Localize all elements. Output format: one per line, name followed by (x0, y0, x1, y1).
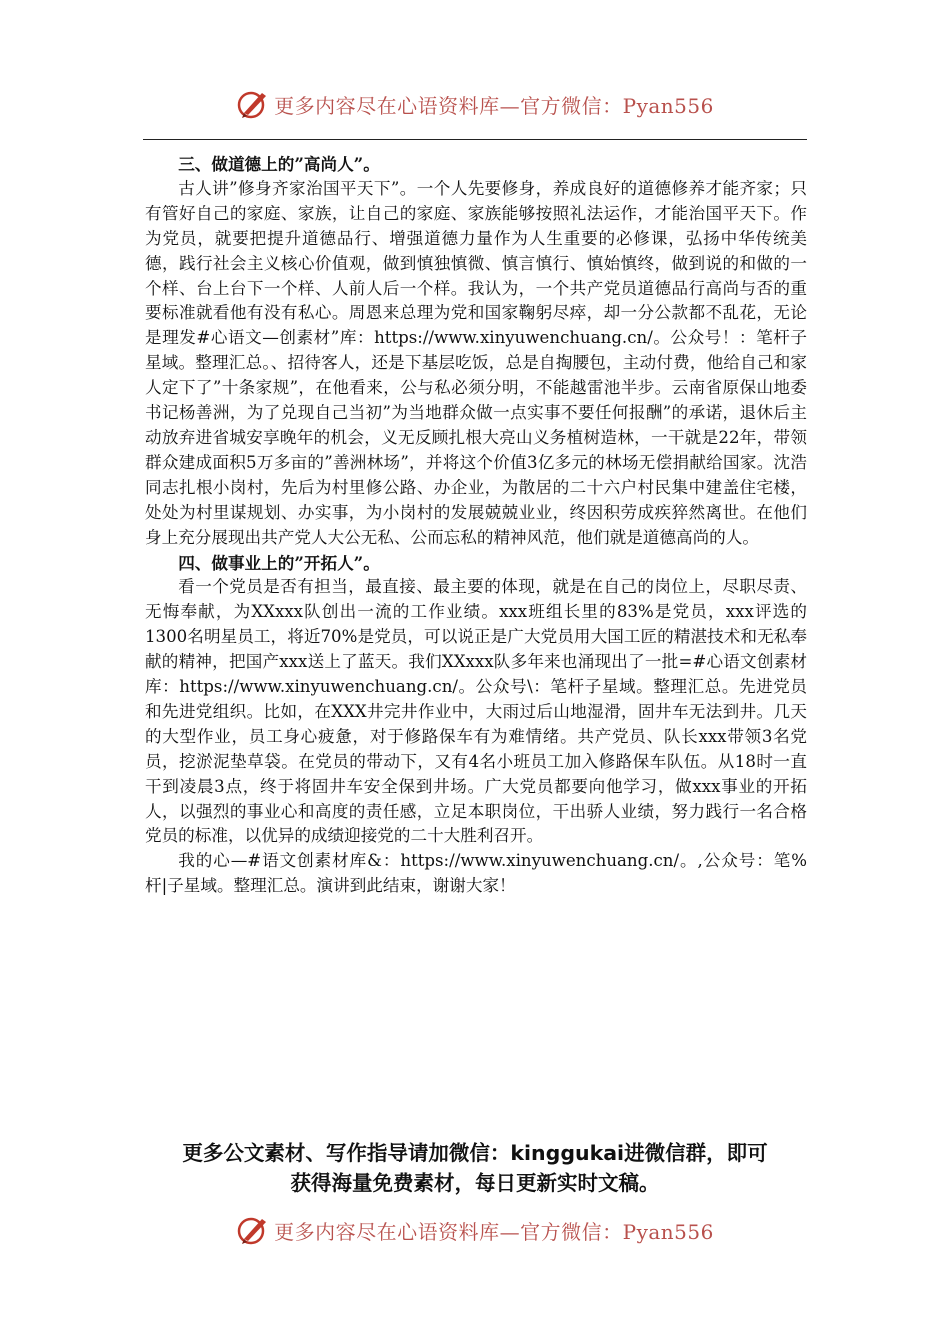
section-heading: 四、做事业上的”开拓人”。 (178, 552, 380, 573)
header-banner (0, 84, 950, 124)
banner-text: 更多内容尽在心语资料库—官方微信：Pyan556 (274, 1219, 714, 1244)
promo-line: 更多公文素材、写作指导请加微信：kinggukai进微信群，即可 (182, 1141, 768, 1165)
header-divider (143, 139, 807, 140)
promo-line: 获得海量免费素材，每日更新实时文稿。 (290, 1171, 660, 1195)
banner-text: 更多内容尽在心语资料库—官方微信：Pyan556 (274, 93, 714, 118)
paragraph: 古人讲”修身齐家治国平天下”。一个人先要修身，养成良好的道德修养才能齐家；只有管好自己的家庭、家族，让自己的家庭、家族能够按照礼法运作，才能治国平天下。作为党员，就要把提升道德品行、增强道德力量作为人生重要的必修课，弘扬中华传统美德，践行社会主义核心价值观，做到慎独慎微、慎言慎行、慎始慎终，做到说的和做的一个样、台上台下一个样、人前人后一个样。我认为，一个共产党员道德品行高尚与否的重要标准就看他有没有私心。周恩来总理为党和国家鞠躬尽瘁，却一分公款都不乱花，无论是理发#心语文—创素材”库：https://www.xinyuwenchuang.cn/。公众号！：笔杆子星域。整理汇总。、招待客人，还是下基层吃饭，总是自掏腰包，主动付费，他给自己和家人定下了”十条家规”，在他看来，公与私必须分明，不能越雷池半步。云南省原保山地委书记杨善洲，为了兑现自己当初”为当地群众做一点实事不要任何报酬”的承诺，退休后主动放弃进省城安享晚年的机会，义无反顾扎根大亮山义务植树造林，一干就是22年，带领群众建成面积5万多亩的”善洲林场”，并将这个价值3亿多元的林场无偿捐献给国家。沈浩同志扎根小岗村，先后为村里修公路、办企业，为散居的二十六户村民集中建盖住宅楼，处处为村里谋规划、办实事，为小岗村的发展兢兢业业，终因积劳成疾猝然离世。在他们身上充分展现出共产党人大公无私、公而忘私的精神风范，他们就是道德高尚的人。 (145, 178, 807, 547)
footer-banner (0, 1210, 950, 1250)
pen-logo-icon (236, 1213, 270, 1247)
pen-logo-icon (236, 87, 270, 121)
paragraph: 我的心—#语文创素材库&：https://www.xinyuwenchuang.cn/。,公众号：笔%杆|子星域。整理汇总。演讲到此结束，谢谢大家！ (145, 851, 807, 896)
section-heading: 三、做道德上的”高尚人”。 (178, 154, 380, 174)
promo-notice (140, 1138, 810, 1198)
paragraph: 看一个党员是否有担当，最直接、最主要的体现，就是在自己的岗位上，尽职尽责、无悔奉献，为XXxxx队创出一流的工作业绩。xxx班组长里的83%是党员，xxx评选的1300名明星员工，将近70%是党员，可以说正是广大党员用大国工匠的精湛技术和无私奉献的精神，把国产xxx送上了蓝天。我们XXxxx队多年来也涌现出了一批=#心语文创素材库：https://www.xinyuwenchuang.cn/。公众号\：笔杆子星域。整理汇总。先进党员和先进党组织。比如，在XXX井完井作业中，大雨过后山地湿滑，固井车无法到井。几天的大型作业，员工身心疲惫，对于修路保车有为难情绪。共产党员、队长xxx带领3名党员，挖淤泥垫草袋。在党员的带动下，又有4名小班员工加入修路保车队伍。从18时一直干到凌晨3点，终于将固井车安全保到井场。广大党员都要向他学习，做xxx事业的开拓人，以强烈的事业心和高度的责任感，立足本职岗位，干出骄人业绩，努力践行一名合格党员的标准，以优异的成绩迎接党的二十大胜利召开。 (145, 577, 807, 846)
document-body (145, 152, 807, 899)
